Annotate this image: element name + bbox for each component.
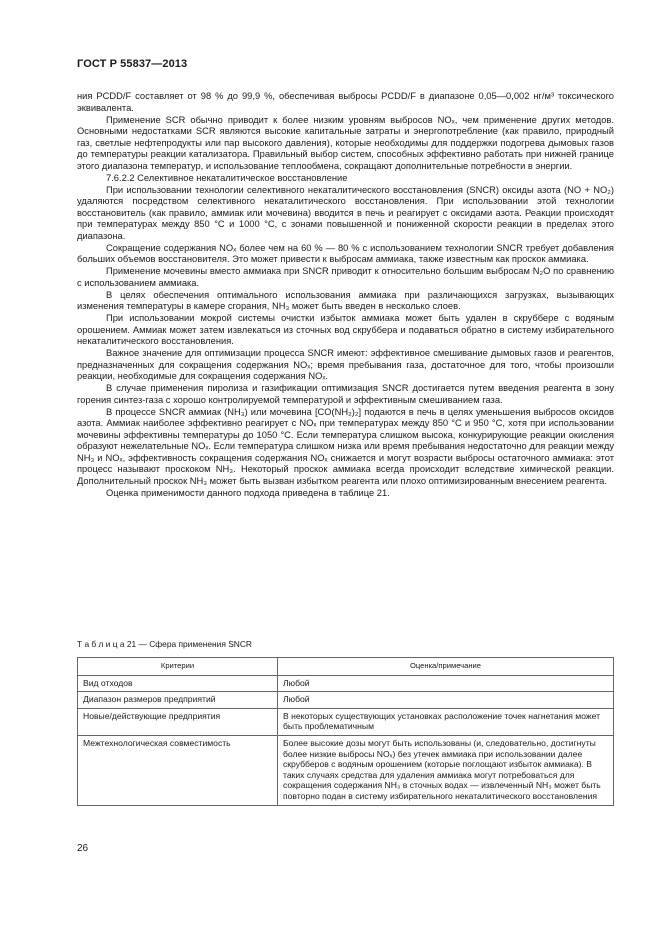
table-caption: Т а б л и ц а 21 — Сфера применения SNCR: [77, 639, 252, 649]
paragraph: В процессе SNCR аммиак (NH₃) или мочевина [CO(NH₂)₂] подаются в печь в целях уменьшения выбросов оксидов азота. Аммиак наиболее эффективно реагирует с NOₓ при температурах между 850 °С и 950 °С, хотя при использовании мочевины эффективны температуры до 1050 °С. Если температура слишком высока, конкурирующие реакции окисления образуют нежелательные NOₓ. Если температура слишком низка или время пребывания недостаточно для реакции между NH₃ и NOₓ, эффективность сокращения содержания NOₓ снижается и могут возрасти выбросы остаточного аммиака: этот процесс называют проскоком NH₃. Некоторый проскок аммиака всегда происходит вследствие химической реакции. Дополнительный проскок NH₃ может быть вызван избытком реагента или плохо оптимизированным внесением реагента.: [77, 406, 614, 486]
scope-table: [77, 657, 614, 806]
table-row: [78, 708, 614, 735]
table-header-row: [78, 658, 614, 676]
page-number: 26: [77, 843, 89, 854]
table-cell: Межтехнологическая совместимость: [78, 735, 278, 805]
paragraph: ния PCDD/F составляет от 98 % до 99,9 %, обеспечивая выбросы PCDD/F в диапазоне 0,05—0,002 нг/м³ токсического эквивалента.: [77, 91, 614, 113]
table-row: [78, 692, 614, 709]
paragraph: Важное значение для оптимизации процесса SNCR имеют: эффективное смешивание дымовых газов и реагентов, предназначенных для сокращения содержания NOₓ; время пребывания газа, достаточное для того, чтобы произошли реакции, необходимые для сокращения содержания NOₓ.: [77, 348, 614, 381]
paragraph: Применение SCR обычно приводит к более низким уровням выбросов NOₓ, чем применение других методов. Основными недостатками SCR являются высокие капитальные затраты и энергопотребление (как правило, природный газ, светлые нефтепродукты или пар высокого давления), которые необходимы для поддержки подогрева дымовых газов до температуры реакции катализатора. Правильный выбор систем, способных эффективно работать при нижней границе этого диапазона температур, и использование теплообмена, сокращают дополнительные потребности в энергии.: [77, 114, 614, 171]
paragraph: Сокращение содержания NOₓ более чем на 60 % — 80 % с использованием технологии SNCR требует добавления больших объемов восстановителя. Это может привести к выбросам аммиака, также известным как проскок аммиака.: [77, 242, 614, 264]
table-row: [78, 675, 614, 692]
table-header-assessment: Оценка/примечание: [278, 658, 614, 676]
table-cell: Вид отходов: [78, 675, 278, 692]
table-cell: В некоторых существующих установках расположение точек нагнетания может быть проблематичным: [278, 708, 614, 735]
paragraph: При использовании мокрой системы очистки избыток аммиака может быть удален в скруббере с водяным орошением. Аммиак может затем извлекаться из сточных вод скруббера и подаваться обратно в систему избирательного некаталитического восстановления.: [77, 313, 614, 346]
paragraph: В целях обеспечения оптимального использования аммиака при различающихся загрузках, вызывающих изменения температуры в камере сгорания, NH₃ может быть введен в несколько слоев.: [77, 289, 614, 311]
table-cell: Новые/действующие предприятия: [78, 708, 278, 735]
paragraph: В случае применения пиролиза и газификации оптимизация SNCR достигается путем введения реагента в зону горения синтез-газа с хорошо контролируемой температурой и эффективным смешиванием газа.: [77, 383, 614, 405]
table-cell: Диапазон размеров предприятий: [78, 692, 278, 709]
table-cell: Любой: [278, 675, 614, 692]
section-heading: 7.6.2.2 Селективное некаталитическое восстановление: [106, 172, 348, 183]
document-header: ГОСТ Р 55837—2013: [77, 58, 188, 70]
table-cell: Любой: [278, 692, 614, 709]
paragraph: При использовании технологии селективного некаталитического восстановления (SNCR) оксиды азота (NO + NO₂) удаляются посредством селективного некаталитического восстановления. При использовании этой технологии восстановитель (как правило, аммиак или мочевина) вводится в печь и реагирует с оксидами азота. Реакции происходят при температурах между 850 °С и 1000 °С, с зонами повышенной и пониженной скорости реакции в пределах этого диапазона.: [77, 184, 614, 241]
table-row: [78, 735, 614, 805]
table-cell: Более высокие дозы могут быть использованы (и, следовательно, достигнуты более низкие выбросы NOₓ) без утечек аммиака при использовании далее скрубберов с водяным орошением (которые поглощают избыток аммиака). В таких случаях средства для удаления аммиака могут потребоваться для сокращения содержания NH₃ в сточных водах — извлеченный NH₃ может быть повторно подан в систему избирательного некаталитического восстановления: [278, 735, 614, 805]
table-header-criteria: Критерии: [78, 658, 278, 676]
document-body: [77, 91, 614, 499]
paragraph: Применение мочевины вместо аммиака при SNCR приводит к относительно большим выбросам N₂O по сравнению с использованием аммиака.: [77, 266, 614, 288]
paragraph: Оценка применимости данного подхода приведена в таблице 21.: [106, 487, 390, 498]
